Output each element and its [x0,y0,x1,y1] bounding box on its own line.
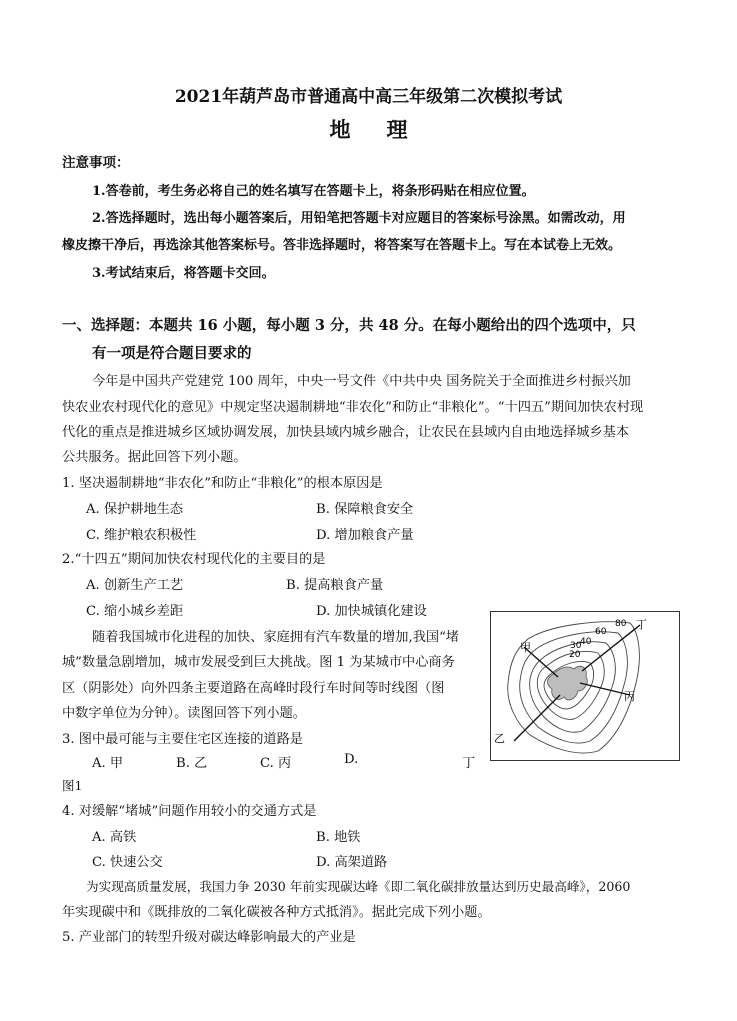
q2-option-d: D. 加快城镇化建设 [316,604,427,619]
q3-option-c: C. 丙 [260,756,292,771]
q4-option-d: D. 高架道路 [316,855,388,870]
passage2-line3: 区（阴影处）向外四条主要道路在高峰时段行车时间等时线图（图 [62,681,445,696]
notice-item-2-cont: 橡皮擦干净后，再选涂其他答案标号。答非选择题时，将答案写在答题卡上。写在本试卷上无效。 [62,238,622,253]
section-heading-line1: 一、选择题：本题共 16 小题，每小题 3 分，共 48 分。在每小题给出的四个选项中，只 [62,317,636,334]
passage3-line2: 年实现碳中和《既排放的二氧化碳被各种方式抵消》。据此完成下列小题。 [62,905,491,920]
isoline-label-20: 20 [569,650,581,660]
section-heading-line2: 有一项是符合题目要求的 [92,345,252,362]
q3-stem: 3. 图中最可能与主要住宅区连接的道路是 [62,732,303,747]
q1-option-b: B. 保障粮食安全 [316,502,414,517]
passage2-line2: 城”数量急剧增加，城市发展受到巨大挑战。图 1 为某城市中心商务 [62,655,455,670]
notice-item-3: 3.考试结束后，将答题卡交回。 [92,266,275,281]
figure-caption: 图1 [62,778,83,793]
q5-stem: 5. 产业部门的转型升级对碳达峰影响最大的产业是 [62,930,356,945]
passage1-line3: 代化的重点是推进城乡区域协调发展，加快县域内城乡融合，让农民在县域内自由地选择城乡基本 [62,425,630,440]
label-yi: 乙 [494,732,505,745]
q3-option-d-text: 丁 [462,756,476,771]
q2-stem: 2.“十四五”期间加快农村现代化的主要目的是 [62,552,326,567]
notice-item-2: 2.答选择题时，选出每小题答案后，用铅笔把答题卡对应题目的答案标号涂黑。如需改动，用 [92,211,626,226]
passage1-line1: 今年是中国共产党建党 100 周年，中央一号文件《中共中央 国务院关于全面推进乡村振兴加 [92,374,631,389]
q2-option-b: B. 提高粮食产量 [286,578,384,593]
q4-option-a: A. 高铁 [92,830,137,845]
label-ding: 丁 [636,618,647,631]
q3-option-a: A. 甲 [92,756,124,771]
isoline-label-60: 60 [595,627,607,637]
subject-title: 地理 [329,117,444,142]
q4-option-c: C. 快速公交 [92,855,163,870]
passage2-line4: 中数字单位为分钟）。读图回答下列小题。 [62,706,306,721]
passage2-line1: 随着我国城市化进程的加快、家庭拥有汽车数量的增加,我国“堵 [92,630,459,645]
isoline-label-40: 40 [580,637,592,647]
q3-option-d: D. [344,752,359,767]
notice-heading: 注意事项： [62,155,130,171]
q1-option-d: D. 增加粮食产量 [316,528,414,543]
isoline-label-30: 30 [570,641,582,651]
q2-option-c: C. 缩小城乡差距 [86,604,184,619]
exam-title: 2021年葫芦岛市普通高中高三年级第二次模拟考试 [174,87,563,107]
label-bing: 丙 [624,690,635,703]
isochrone-figure [490,611,680,761]
label-jia: 甲 [520,641,531,654]
notice-item-1: 1.答卷前，考生务必将自己的姓名填写在答题卡上，将条形码贴在相应位置。 [92,184,535,199]
q1-stem: 1. 坚决遏制耕地“非农化”和防止“非粮化”的根本原因是 [62,476,383,491]
passage3-line1: 为实现高质量发展，我国力争 2030 年前实现碳达峰《即二氧化碳排放量达到历史最高峰》，2060 [86,879,631,894]
q3-option-b: B. 乙 [176,756,208,771]
q4-stem: 4. 对缓解“堵城”问题作用较小的交通方式是 [62,804,317,819]
q1-option-a: A. 保护耕地生态 [86,502,184,517]
q2-option-a: A. 创新生产工艺 [86,578,184,593]
passage1-line4: 公共服务。据此回答下列小题。 [62,450,247,465]
isoline-label-80: 80 [615,619,627,629]
passage1-line2: 快农业农村现代化的意见》中规定坚决遏制耕地“非农化”和防止“非粮化”。“十四五”期间加快农村现 [62,400,644,415]
q4-option-b: B. 地铁 [316,830,361,845]
q1-option-c: C. 维护粮农积极性 [86,528,197,543]
